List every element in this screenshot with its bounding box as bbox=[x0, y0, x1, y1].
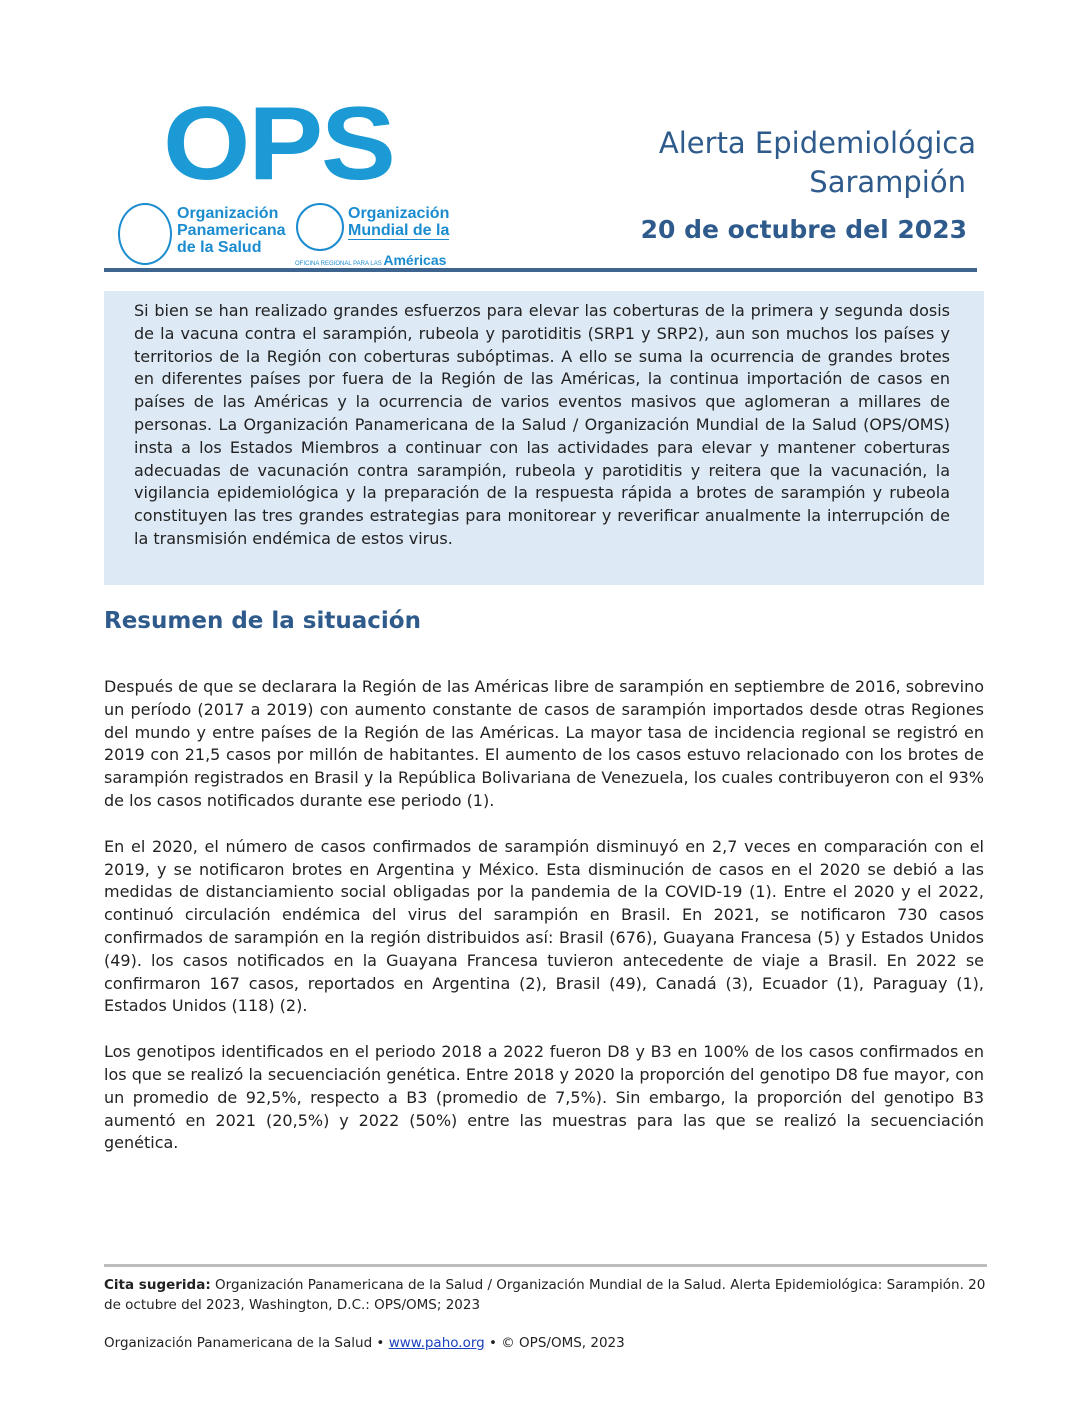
who-emblem-icon bbox=[296, 203, 344, 251]
paragraph: En el 2020, el número de casos confirmados de sarampión disminuyó en 2,7 veces en comparación con el 2019, y se notificaron brotes en Argentina y México. Esta disminución de casos en el 2020 se debió a las medidas de distanciamiento social obligadas por la pandemia de la COVID-19 (1). Entre el 2020 y el 2022, continuó circulación endémica del virus del sarampión en Brasil. En 2021, se notificaron 730 casos confirmados de sarampión en la región distribuidos así: Brasil (676), Guayana Francesa (5) y Estados Unidos (49). los casos notificados en la Guayana Francesa tuvieron antecedente de viaje a Brasil. En 2022 se confirmaron 167 casos, reportados en Argentina (2), Brasil (49), Canadá (3), Ecuador (1), Paraguay (1), Estados Unidos (118) (2). bbox=[104, 836, 984, 1016]
alert-title: Alerta Epidemiológica bbox=[658, 126, 976, 160]
citation bbox=[104, 1276, 988, 1315]
who-name-line: Mundial de la bbox=[348, 222, 450, 239]
section-title: Resumen de la situación bbox=[104, 608, 421, 634]
paho-link[interactable]: www.paho.org bbox=[388, 1335, 485, 1351]
footer-divider bbox=[104, 1264, 987, 1267]
footer bbox=[104, 1335, 625, 1351]
paho-seal-icon bbox=[118, 203, 172, 265]
footer-org: Organización Panamericana de la Salud • bbox=[104, 1335, 389, 1351]
who-americas: Américas bbox=[383, 252, 447, 268]
paho-name-line: de la Salud bbox=[177, 239, 262, 256]
paragraph: Después de que se declarara la Región de las Américas libre de sarampión en septiembre de 2016, sobrevino un período (2017 a 2019) con aumento constante de casos de sarampión importados desde otras Regiones del mundo y entre países de la Región de las Américas. La mayor tasa de incidencia regional se registró en 2019 con 21,5 casos por millón de habitantes. El aumento de los casos estuvo relacionado con los brotes de sarampión registrados en Brasil y la República Bolivariana de Venezuela, los cuales contribuyeron con el 93% de los casos notificados durante ese periodo (1). bbox=[104, 677, 984, 810]
header-divider bbox=[104, 268, 977, 272]
footer-copyright: • © OPS/OMS, 2023 bbox=[484, 1335, 625, 1351]
summary-box: Si bien se han realizado grandes esfuerzos para elevar las coberturas de la primera y segunda dosis de la vacuna contra el sarampión, rubeola y parotiditis (SRP1 y SRP2), aun son muchos los países y territorios de la Región con coberturas subóptimas. A ello se suma la ocurrencia de grandes brotes en diferentes países por fuera de la Región de las Américas, la continua importación de casos en países de las Américas y la ocurrencia de varios eventos masivos que aglomeran a millares de personas. La Organización Panamericana de la Salud / Organización Mundial de la Salud (OPS/OMS) insta a los Estados Miembros a continuar con las actividades para elevar y mantener coberturas adecuadas de vacunación contra sarampión, rubeola y parotiditis y reitera que la vacunación, la vigilancia epidemiológica y la preparación de la respuesta rápida a brotes de sarampión y rubeola constituyen las tres grandes estrategias para monitorear y reverificar anualmente la interrupción de la transmisión endémica de estos virus. bbox=[104, 291, 984, 585]
paragraph: Los genotipos identificados en el periodo 2018 a 2022 fueron D8 y B3 en 100% de los casos confirmados en los que se realizó la secuenciación genética. Entre 2018 y 2020 la proporción del genotipo D8 fue mayor, con un promedio de 92,5%, respecto a B3 (promedio de 7,5%). Sin embargo, la proporción del genotipo B3 aumentó en 2021 (20,5%) y 2022 (50%) entre las muestras para las que se realizó la secuenciación genética. bbox=[104, 1042, 984, 1153]
who-regional-text: OFICINA REGIONAL PARA LAS bbox=[295, 261, 382, 267]
citation-label: Cita sugerida: bbox=[104, 1277, 211, 1293]
paho-name bbox=[177, 205, 286, 256]
ops-logo: OPS bbox=[163, 86, 394, 202]
paho-name-line: Organización bbox=[177, 205, 279, 222]
paho-name-line: Panamericana bbox=[177, 222, 286, 239]
who-name bbox=[348, 205, 449, 240]
alert-subtitle: Sarampión bbox=[809, 165, 966, 199]
who-name-line: Organización bbox=[348, 205, 450, 222]
body-text bbox=[104, 676, 984, 1178]
citation-text: Organización Panamericana de la Salud / Organización Mundial de la Salud. Alerta Epidemiológica: Sarampión. 20 de octubre del 2023, Washington, D.C.: OPS/OMS; 2023 bbox=[104, 1277, 986, 1313]
alert-date: 20 de octubre del 2023 bbox=[640, 215, 967, 244]
who-regional bbox=[295, 252, 446, 268]
